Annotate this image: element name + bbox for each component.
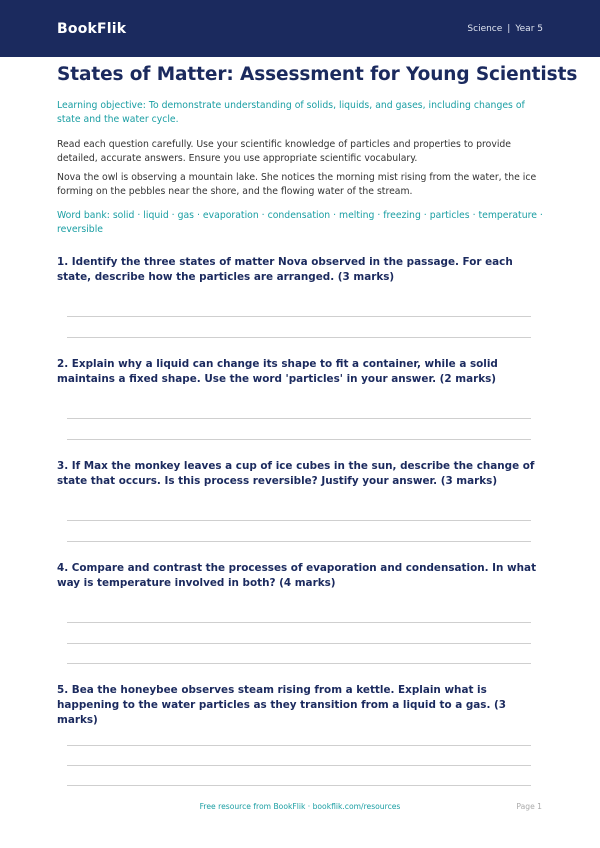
answer-line[interactable] [67,316,531,317]
learning-objective: Learning objective: To demonstrate understanding of solids, liquids, and gases, including changes of state and the water cycle. [57,100,525,125]
instructions: Read each question carefully. Use your scientific knowledge of particles and properties to provide detailed, accurate answers. Ensure you use appropriate scientific vocabulary. [57,139,512,164]
answer-line[interactable] [67,765,531,766]
answer-line[interactable] [67,643,531,644]
answer-line[interactable] [67,663,531,664]
reading-passage: Nova the owl is observing a mountain lake. She notices the morning mist rising from the water, the ice forming on the pebbles near the shore, and the flowing water of the stream. [57,172,537,197]
answer-line[interactable] [67,745,531,746]
subject-label: Science [467,23,503,34]
footer-resource-link[interactable]: Free resource from BookFlik · bookflik.com/resources [199,802,401,811]
answer-line[interactable] [67,418,531,419]
brand-logo: BookFlik [57,20,127,37]
year-label: Year 5 [515,23,543,34]
header-separator: | [507,23,511,34]
page-number: Page 1 [516,802,542,811]
answer-line[interactable] [67,520,531,521]
page-header [0,0,600,57]
answer-line[interactable] [67,439,531,440]
page-title: States of Matter: Assessment for Young Scientists [57,64,578,85]
question-5: 5. Bea the honeybee observes steam rising from a kettle. Explain what is happening to the water particles as they transition from a liquid to a gas. (3 marks) [57,684,507,726]
answer-line[interactable] [67,337,531,338]
answer-line[interactable] [67,622,531,623]
word-bank: Word bank: solid · liquid · gas · evaporation · condensation · melting · freezing · particles · temperature · reversible [57,210,543,235]
answer-line[interactable] [67,541,531,542]
question-4: 4. Compare and contrast the processes of evaporation and condensation. In what way is temperature involved in both? (4 marks) [57,562,537,589]
question-1: 1. Identify the three states of matter Nova observed in the passage. For each state, describe how the particles are arranged. (3 marks) [57,256,513,283]
answer-line[interactable] [67,785,531,786]
question-3: 3. If Max the monkey leaves a cup of ice cubes in the sun, describe the change of state that occurs. Is this process reversible? Justify your answer. (3 marks) [57,460,535,487]
subject-year [467,24,543,34]
question-2: 2. Explain why a liquid can change its shape to fit a container, while a solid maintains a fixed shape. Use the word 'particles' in your answer. (2 marks) [57,358,498,385]
